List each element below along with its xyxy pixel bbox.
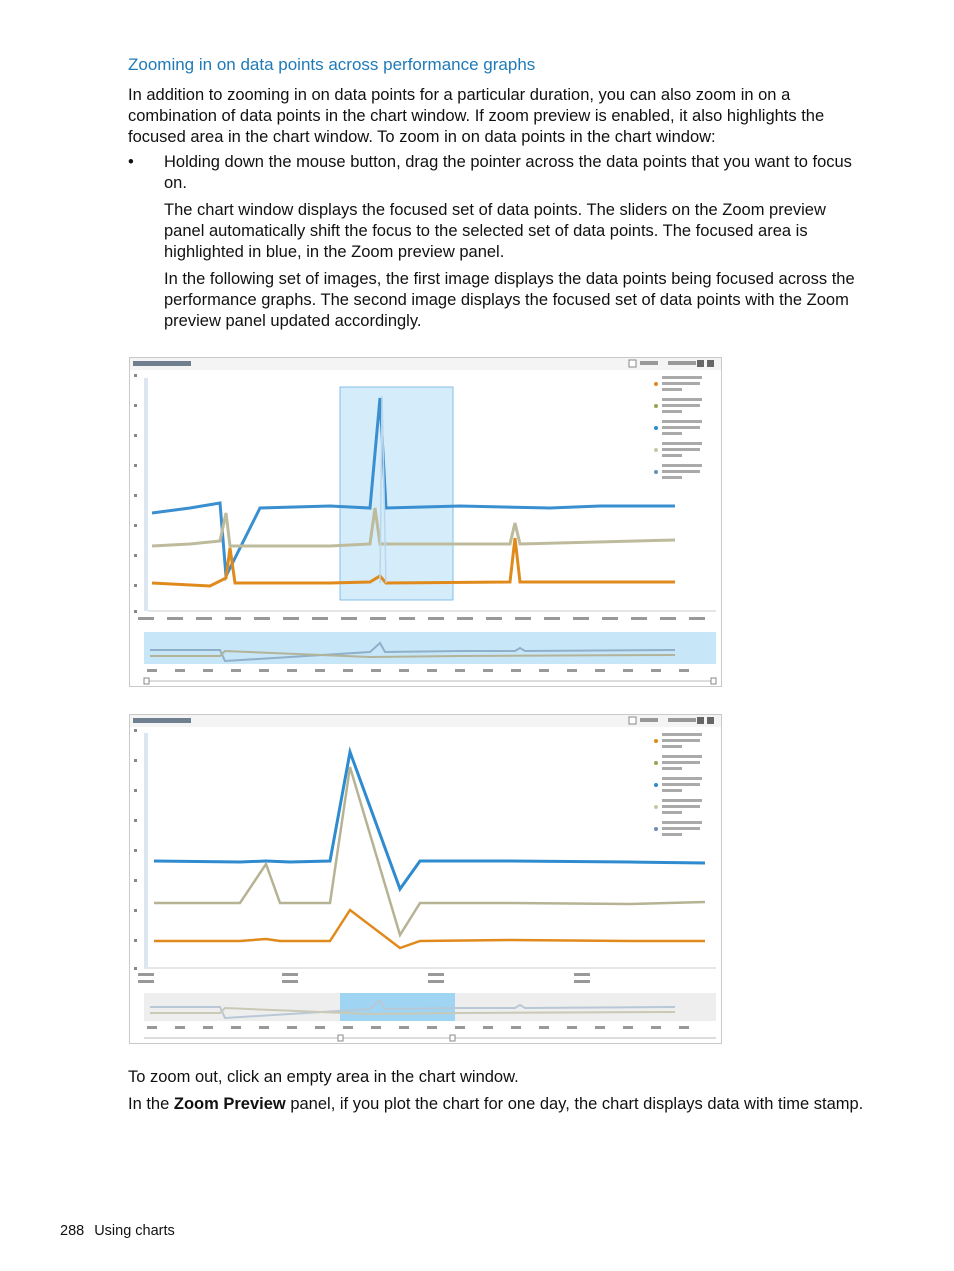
page-footer (60, 1223, 175, 1239)
zoom-out-paragraph: To zoom out, click an empty area in the chart window. (128, 1068, 519, 1086)
zoom-preview-paragraph: In the Zoom Preview panel, if you plot the chart for one day, the chart displays data with time stamp. (128, 1095, 864, 1113)
intro-paragraph: In addition to zooming in on data points for a particular duration, you can also zoom in on a combination of data points in the chart window. If zoom preview is enabled, it also highlights the focused area in the chart window. To zoom in on data points in the chart window: (128, 86, 825, 146)
figure-chart-focused-zoom (129, 714, 722, 1044)
page-number: 288 (60, 1223, 85, 1239)
focus-paragraph: The chart window displays the focused set of data points. The sliders on the Zoom preview panel automatically shift the focus to the selected set of data points. The focused area is highlighted in blue, in the Zoom preview panel. (164, 201, 826, 261)
figure-chart-focus-selection (129, 357, 722, 687)
images-paragraph: In the following set of images, the first image displays the data points being focused across the performance graphs. The second image displays the focused set of data points with the Zoom preview panel updated accordingly. (164, 270, 855, 330)
zoom-preview-term: Zoom Preview (173, 1095, 286, 1113)
bullet-marker: • (128, 153, 134, 171)
bullet-text: Holding down the mouse button, drag the pointer across the data points that you want to focus on. (164, 153, 852, 192)
section-title: Zooming in on data points across performance graphs (128, 55, 536, 74)
footer-label: Using charts (94, 1223, 175, 1239)
